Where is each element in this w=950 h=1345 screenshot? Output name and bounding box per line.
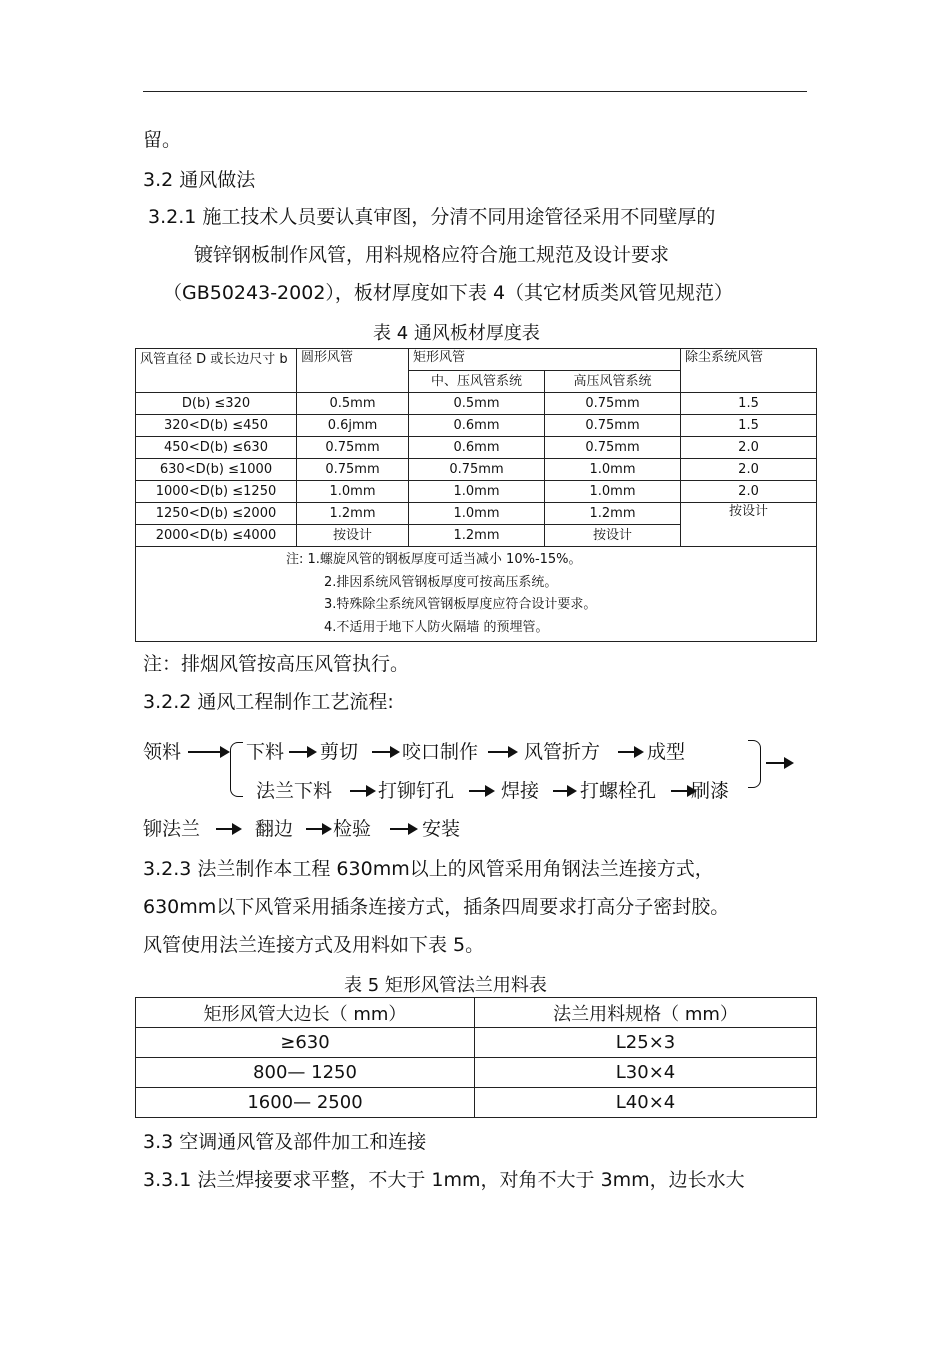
table-cell: 0.6mm [409,437,545,459]
table-cell: 1000<D(b) ≤1250 [136,481,297,503]
flow-step: 剪切 [320,741,359,763]
flow-step: 翻边 [255,818,294,840]
table4-head-mid: 中、压风管系统 [409,371,545,393]
table-cell: 1.2mm [409,525,545,547]
table-cell: 1.2mm [297,503,409,525]
table-cell: 0.75mm [545,415,681,437]
para-line: 3.3.1 法兰焊接要求平整，不大于 1mm，对角不大于 3mm，边长水大 [143,1169,745,1191]
table4-head-size: 风管直径 D 或长边尺寸 b [136,349,297,393]
table-cell: 1.0mm [409,481,545,503]
table-cell: 按设计 [297,525,409,547]
flow-step: 法兰下料 [256,780,333,802]
para-line: （GB50243-2002），板材厚度如下表 4（其它材质类风管见规范） [163,282,734,304]
para-line: 留。 [143,129,182,151]
table-row [136,1058,817,1088]
table-cell: 0.5mm [297,393,409,415]
table4-notes [136,547,817,642]
para-line: 风管使用法兰连接方式及用料如下表 5。 [143,934,485,956]
flow-step: 成型 [647,741,686,763]
left-brace [230,742,243,797]
flow-step: 检验 [333,818,372,840]
table-row [136,415,817,437]
flow-step: 打螺栓孔 [580,780,657,802]
table-cell: L30×4 [475,1058,817,1088]
table-cell: 0.5mm [409,393,545,415]
arrow-icon [372,751,398,753]
arrow-icon [469,790,493,792]
table-cell: 按设计 [681,503,817,547]
table-cell: 1600— 2500 [136,1088,475,1118]
table-cell: D(b) ≤320 [136,393,297,415]
table-cell: 0.75mm [297,437,409,459]
para-line: 3.2.1 施工技术人员要认真审图，分清不同用途管径采用不同壁厚的 [148,206,716,228]
table-cell: 0.6jmm [297,415,409,437]
table-cell: 1.0mm [409,503,545,525]
header-rule [143,91,807,92]
table-cell: 800— 1250 [136,1058,475,1088]
table-cell: 按设计 [545,525,681,547]
flow-step: 风管折方 [524,741,601,763]
table-row [136,393,817,415]
right-brace [748,740,761,788]
table4-head-round: 圆形风管 [297,349,409,393]
arrow-icon [350,790,374,792]
table-cell: 630<D(b) ≤1000 [136,459,297,481]
note-line: 注：排烟风管按高压风管执行。 [143,653,410,675]
flow-step: 打铆钉孔 [378,780,455,802]
table-cell: 2.0 [681,437,817,459]
arrow-icon [390,828,416,830]
table-cell: 1.5 [681,415,817,437]
flow-step: 下料 [246,741,285,763]
table-cell: 2000<D(b) ≤4000 [136,525,297,547]
table-cell: 0.6mm [409,415,545,437]
table-cell: 2.0 [681,481,817,503]
table4-head-high: 高压风管系统 [545,371,681,393]
table4-note: 2.排因系统风管钢板厚度可按高压系统。 [324,574,558,590]
table-cell: 1.0mm [545,459,681,481]
para-line: 镀锌钢板制作风管，用料规格应符合施工规范及设计要求 [194,244,670,266]
flow-step: 焊接 [501,780,540,802]
arrow-icon [488,751,516,753]
table-cell: L25×3 [475,1028,817,1058]
table-cell: 450<D(b) ≤630 [136,437,297,459]
table4 [135,348,817,642]
table-cell: 320<D(b) ≤450 [136,415,297,437]
table-cell: 0.75mm [297,459,409,481]
flow-step: 咬口制作 [402,741,479,763]
flow-step: 领料 [143,741,182,763]
table-cell: 1.2mm [545,503,681,525]
table5-caption: 表 5 矩形风管法兰用料表 [344,975,547,996]
table-row [136,503,817,525]
table4-note: 4.不适用于地下人防火隔墙 的预埋管。 [324,619,549,635]
table4-head-dust: 除尘系统风管 [681,349,817,393]
arrow-icon [289,751,315,753]
section-heading: 3.2 通风做法 [143,169,256,191]
table5-head-spec: 法兰用料规格（ mm） [475,998,817,1028]
table-row [136,481,817,503]
table-row [136,459,817,481]
arrow-icon [553,790,575,792]
arrow-icon [766,762,792,764]
section-heading: 3.3 空调通风管及部件加工和连接 [143,1131,427,1153]
table-cell: 1.5 [681,393,817,415]
table-cell: 1250<D(b) ≤2000 [136,503,297,525]
flow-step: 安装 [422,818,461,840]
table-row [136,1028,817,1058]
table-cell: 0.75mm [409,459,545,481]
table-cell: 1.0mm [545,481,681,503]
table4-caption: 表 4 通风板材厚度表 [373,323,540,344]
arrow-icon [306,828,330,830]
table-cell: 0.75mm [545,393,681,415]
arrow-icon [216,828,240,830]
table-cell: ≥630 [136,1028,475,1058]
flow-step: 铆法兰 [143,818,201,840]
table4-note: 3.特殊除尘系统风管钢板厚度应符合设计要求。 [324,597,597,612]
table5-head-size: 矩形风管大边长（ mm） [136,998,475,1028]
arrow-icon [188,751,228,753]
table4-head-rect: 矩形风管 [409,349,681,371]
flow-step: 刷漆 [691,780,730,802]
section-heading: 3.2.2 通风工程制作工艺流程: [143,691,394,713]
table-row [136,437,817,459]
arrow-icon [618,751,642,753]
table-row [136,1088,817,1118]
para-line: 630mm以下风管采用插条连接方式，插条四周要求打高分子密封胶。 [143,896,730,918]
table4-note: 注: 1.螺旋风管的钢板厚度可适当减小 10%-15%。 [286,552,582,567]
table-cell: 0.75mm [545,437,681,459]
table-cell: 1.0mm [297,481,409,503]
table5 [135,997,817,1118]
table-cell: 2.0 [681,459,817,481]
para-line: 3.2.3 法兰制作本工程 630mm以上的风管采用角钢法兰连接方式， [143,858,714,880]
table-cell: L40×4 [475,1088,817,1118]
